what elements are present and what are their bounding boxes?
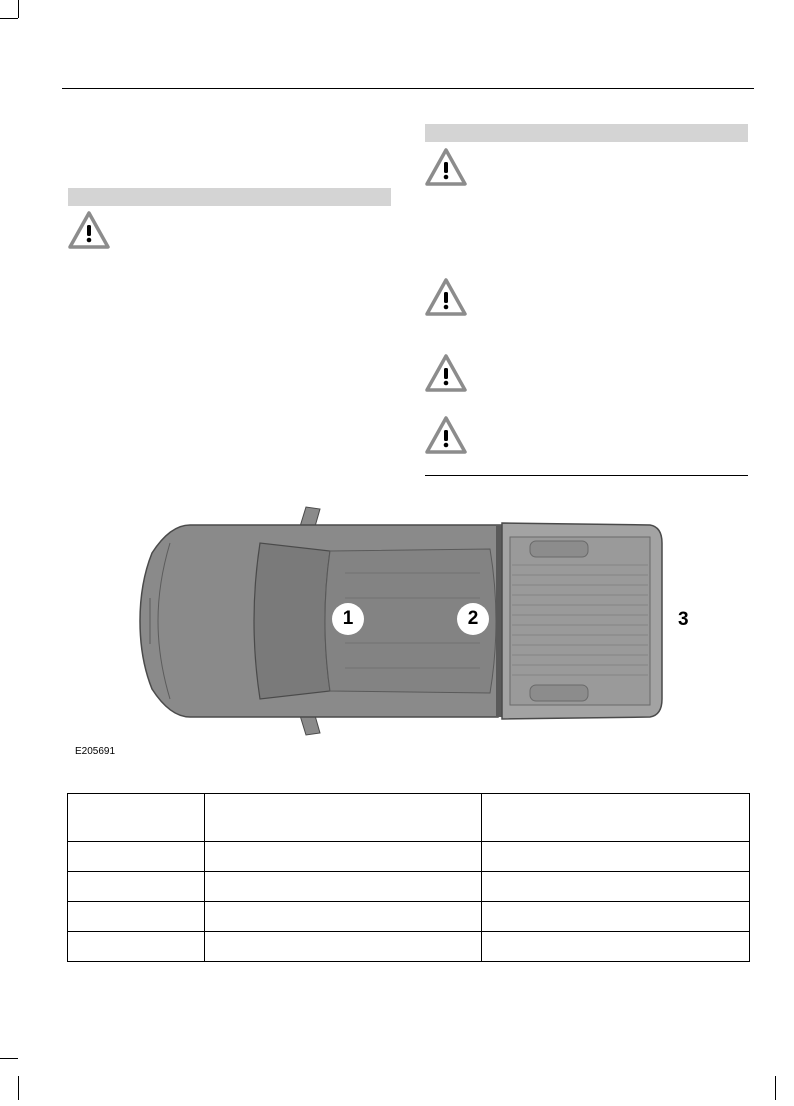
callout-3: 3 [678, 609, 689, 630]
table-cell [68, 902, 205, 932]
table-header-cell [482, 794, 750, 842]
figure-reference-code: E205691 [75, 746, 116, 757]
warning-triangle-icon [425, 148, 467, 186]
section-heading-bar [425, 124, 748, 142]
table-header-cell [205, 794, 482, 842]
table-cell [482, 872, 750, 902]
callout-2: 2 [457, 603, 489, 635]
warning-triangle-icon [425, 416, 467, 454]
table-cell [205, 842, 482, 872]
pickup-truck-drawing [130, 503, 690, 739]
table-header-cell [68, 794, 205, 842]
table-cell [482, 842, 750, 872]
warning-triangle-icon [425, 354, 467, 392]
callout-1: 1 [332, 603, 364, 635]
crop-mark [0, 1058, 18, 1059]
warning-block-end-rule [425, 475, 748, 476]
specification-table [67, 793, 750, 962]
crop-mark [18, 0, 19, 18]
section-heading-bar [68, 188, 391, 206]
crop-mark [0, 18, 18, 19]
warning-triangle-icon [68, 211, 110, 249]
table-header-row [68, 794, 750, 842]
table-row [68, 932, 750, 962]
table-cell [482, 932, 750, 962]
crop-mark [775, 1076, 776, 1100]
vehicle-top-view-illustration [130, 503, 690, 739]
table-cell [68, 932, 205, 962]
warning-triangle-icon [425, 278, 467, 316]
header-rule [62, 88, 754, 89]
table-cell [482, 902, 750, 932]
table-row [68, 842, 750, 872]
table-cell [205, 932, 482, 962]
table-row [68, 872, 750, 902]
table-row [68, 902, 750, 932]
table-cell [205, 902, 482, 932]
crop-mark [18, 1076, 19, 1100]
table-cell [205, 872, 482, 902]
table-cell [68, 842, 205, 872]
table-cell [68, 872, 205, 902]
